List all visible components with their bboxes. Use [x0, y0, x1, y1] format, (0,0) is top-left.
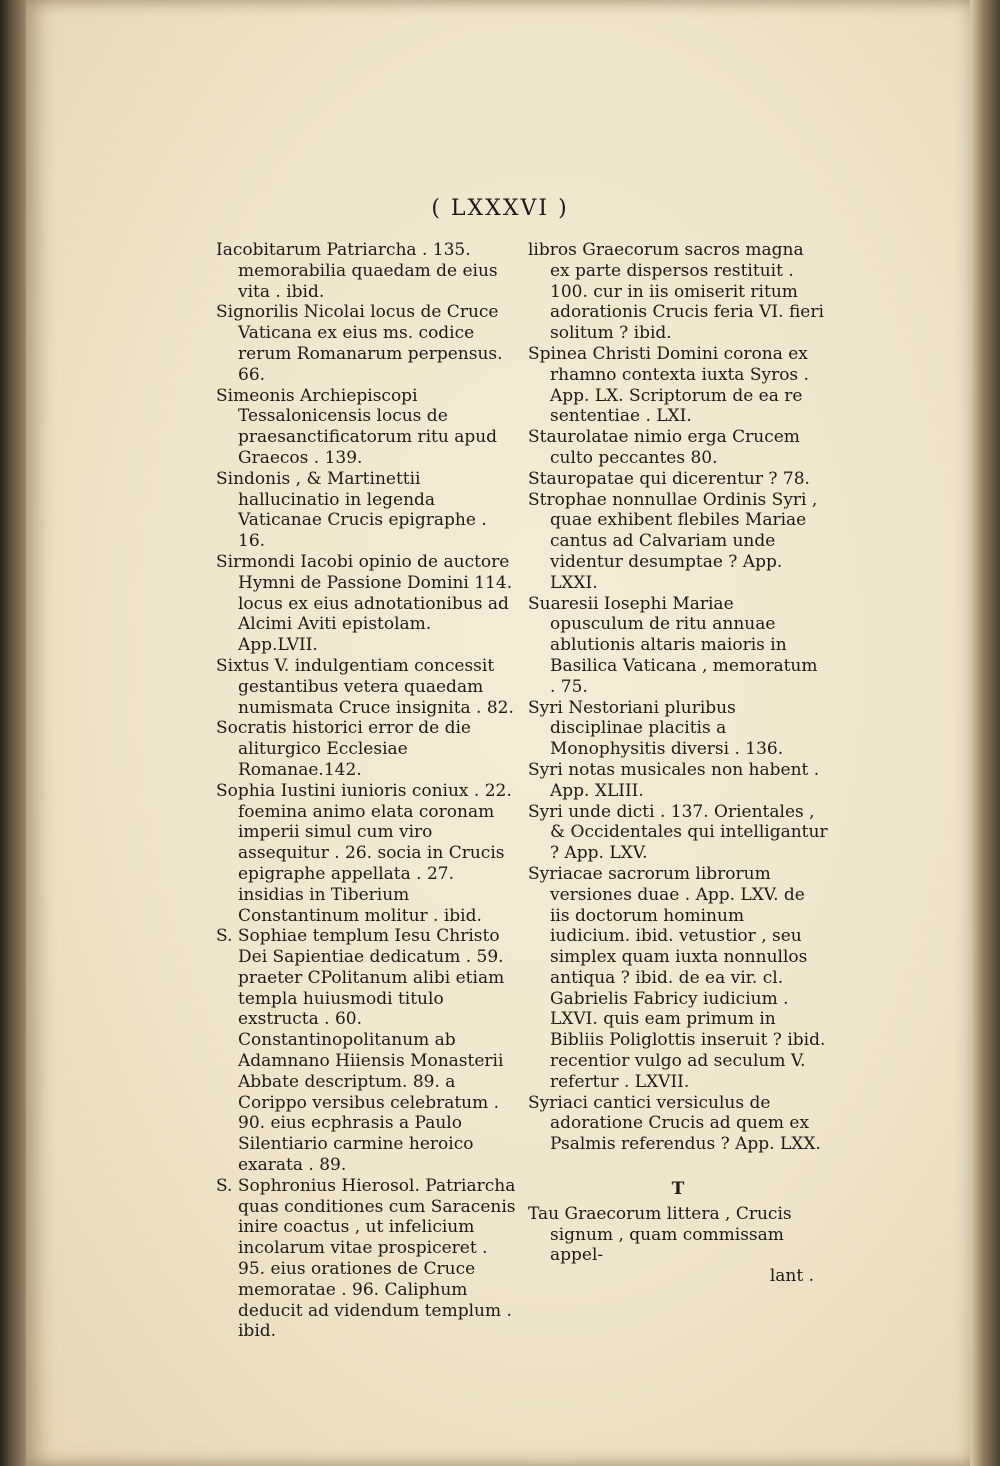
index-entry: Sindonis , & Martinettii hallucinatio in legenda Vaticanae Crucis epigraphe . 16. — [216, 468, 487, 552]
index-entry: Strophae nonnullae Ordinis Syri , quae exhibent flebiles Mariae cantus ad Calvariam unde videntur desumptae ? App. LXXI. — [528, 489, 818, 593]
left-column — [216, 240, 516, 1342]
index-entry: Signorilis Nicolai locus de Cruce Vaticana ex eius ms. codice rerum Romanarum perpensus. 66. — [216, 302, 503, 385]
index-entry: S. Sophronius Hierosol. Patriarcha quas conditiones cum Saracenis inire coactus , ut infelicium incolarum vitae prospiceret . 95. eius orationes de Cruce memoratae . 96. Caliphum deducit ad videndum templum . ibid. — [216, 1175, 516, 1342]
index-entry: Iacobitarum Patriarcha . 135. memorabilia quaedam de eius vita . ibid. — [216, 240, 498, 302]
index-entry: Sophia Iustini iunioris coniux . 22. foemina animo elata coronam imperii simul cum viro assequitur . 26. socia in Crucis epigraphe appellata . 27. insidias in Tiberium Constantinum molitur . ibid. — [216, 780, 512, 926]
index-entry: S. Sophiae templum Iesu Christo Dei Sapientiae dedicatum . 59. praeter CPolitanum alibi etiam templa huiusmodi titulo exstructa . 60. Constantinopolitanum ab Adamnano Hiiensis Monasterii Abbate descriptum. 89. a Corippo versibus celebratum . 90. eius ecphrasis a Paulo Silentiario carmine heroico exarata . 89. — [216, 926, 505, 1176]
right-column — [528, 240, 828, 1287]
section-letter-heading: T — [671, 1179, 685, 1200]
index-entry: Suaresii Iosephi Mariae opusculum de ritu annuae ablutionis altaris maioris in Basilica Vaticana , memoratum . 75. — [528, 593, 818, 697]
index-entry: Syri unde dicti . 137. Orientales , & Occidentales qui intelligantur ? App. LXV. — [528, 801, 828, 864]
index-entry: Sirmondi Iacobi opinio de auctore Hymni de Passione Domini 114. locus ex eius adnotationibus ad Alcimi Aviti epistolam. App.LVII. — [216, 551, 513, 656]
index-entry: Tau Graecorum littera , Crucis signum , quam commissam appel- — [528, 1203, 792, 1266]
index-entry: Syriaci cantici versiculus de adoratione Crucis ad quem ex Psalmis referendus ? App. LXX. — [528, 1092, 821, 1155]
index-entry: Sixtus V. indulgentiam concessit gestantibus vetera quaedam numismata Cruce insignita . 82. — [216, 655, 514, 718]
index-entry: Simeonis Archiepiscopi Tessalonicensis locus de praesanctificatorum ritu apud Graecos . 139. — [216, 385, 498, 468]
index-entry: Syriacae sacrorum librorum versiones duae . App. LXV. de iis doctorum hominum iudicium. ibid. vetustior , seu simplex quam iuxta nonnullos antiqua ? ibid. de ea vir. cl. Gabrielis Fabricy iudicium . LXVI. quis eam primum in Bibliis Poliglottis inseruit ? ibid. recentior vulgo ad seculum V. refertur . LXVII. — [528, 863, 826, 1092]
page-number: ( LXXXVI ) — [431, 196, 569, 221]
index-entry: Stauropatae qui dicerentur ? 78. — [528, 468, 810, 489]
continued-word: lant . — [769, 1266, 814, 1287]
index-entry: Syri Nestoriani pluribus disciplinae placitis a Monophysitis diversi . 136. — [528, 697, 784, 760]
index-entry: Socratis historici error de die aliturgico Ecclesiae Romanae.142. — [216, 718, 471, 780]
index-entry: libros Graecorum sacros magna ex parte dispersos restituit . 100. cur in iis omiserit ritum adorationis Crucis feria VI. fieri solitum ? ibid. — [528, 240, 824, 344]
index-entry: Spinea Christi Domini corona ex rhamno contexta iuxta Syros . App. LX. Scriptorum de ea re sententiae . LXI. — [528, 343, 809, 427]
index-entry: Staurolatae nimio erga Crucem culto peccantes 80. — [528, 427, 800, 468]
index-entry: Syri notas musicales non habent . App. XLIII. — [528, 759, 820, 801]
